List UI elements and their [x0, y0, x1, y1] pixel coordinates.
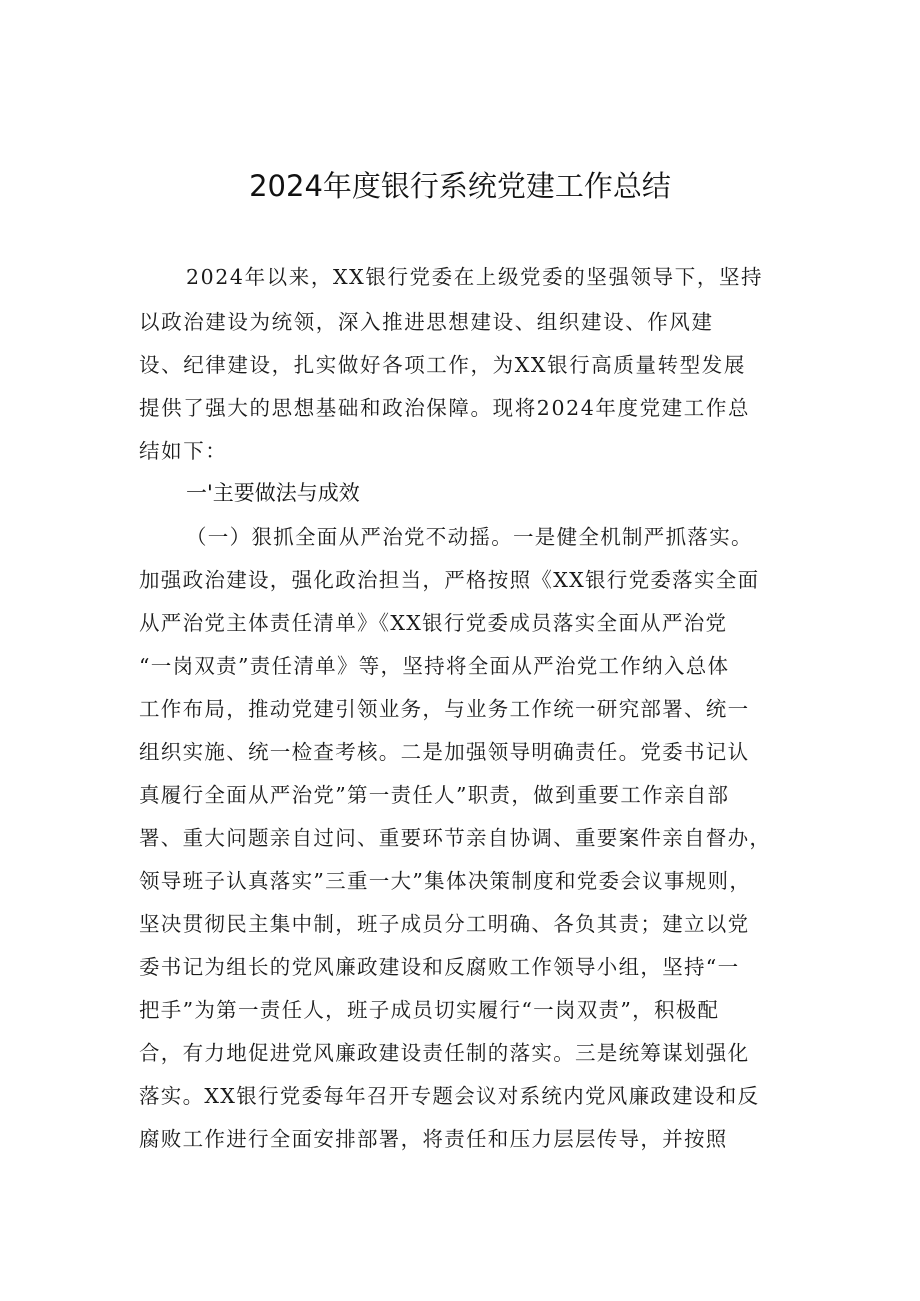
body-line-7: 真履行全面从严治党”第一责任人”职责，做到重要工作亲自部: [139, 783, 730, 807]
body-line-5: 工作布局，推动党建引领业务，与业务工作统一研究部署、统一: [139, 697, 750, 721]
body-line-9: 领导班子认真落实”三重一大”集体决策制度和党委会议事规则，: [139, 869, 752, 893]
section-heading: 一'主要做法与成效: [186, 481, 360, 505]
body-line-3: 从严治党主体责任清单》《XX银行党委成员落实全面从严治党: [139, 611, 728, 635]
intro-line-3: 设、纪律建设，扎实做好各项工作，为XX银行高质量转型发展: [139, 353, 746, 377]
body-line-13: 合，有力地促进党风廉政建设责任制的落实。三是统筹谋划强化: [139, 1041, 750, 1065]
body-line-14: 落实。XX银行党委每年召开专题会议对系统内党风廉政建设和反: [139, 1084, 760, 1108]
body-line-2: 加强政治建设，强化政治担当，严格按照《XX银行党委落实全面: [139, 568, 760, 592]
body-line-11: 委书记为组长的党风廉政建设和反腐败工作领导小组，坚持“一: [139, 955, 740, 979]
intro-line-5: 结如下：: [139, 439, 228, 463]
intro-line-1: 2024年以来，XX银行党委在上级党委的坚强领导下，坚持: [186, 265, 764, 289]
body-line-1: （一）狠抓全面从严治党不动摇。一是健全机制严抓落实。: [186, 525, 753, 549]
body-line-6: 组织实施、统一检查考核。二是加强领导明确责任。党委书记认: [139, 740, 750, 764]
body-line-12: 把手”为第一责任人，班子成员切实履行“一岗双责”，积极配: [139, 998, 720, 1022]
intro-line-4: 提供了强大的思想基础和政治保障。现将2024年度党建工作总: [139, 396, 751, 420]
document-title: 2024年度银行系统党建工作总结: [249, 169, 671, 203]
body-line-4: “一岗双责”责任清单》等，坚持将全面从严治党工作纳入总体: [139, 654, 730, 678]
body-line-8: 署、重大问题亲自过问、重要环节亲自协调、重要案件亲自督办，: [139, 826, 772, 850]
intro-line-2: 以政治建设为统领，深入推进思想建设、组织建设、作风建: [139, 310, 714, 334]
body-line-15: 腐败工作进行全面安排部署，将责任和压力层层传导，并按照: [139, 1127, 728, 1151]
body-line-10: 坚决贯彻民主集中制，班子成员分工明确、各负其责；建立以党: [139, 912, 750, 936]
